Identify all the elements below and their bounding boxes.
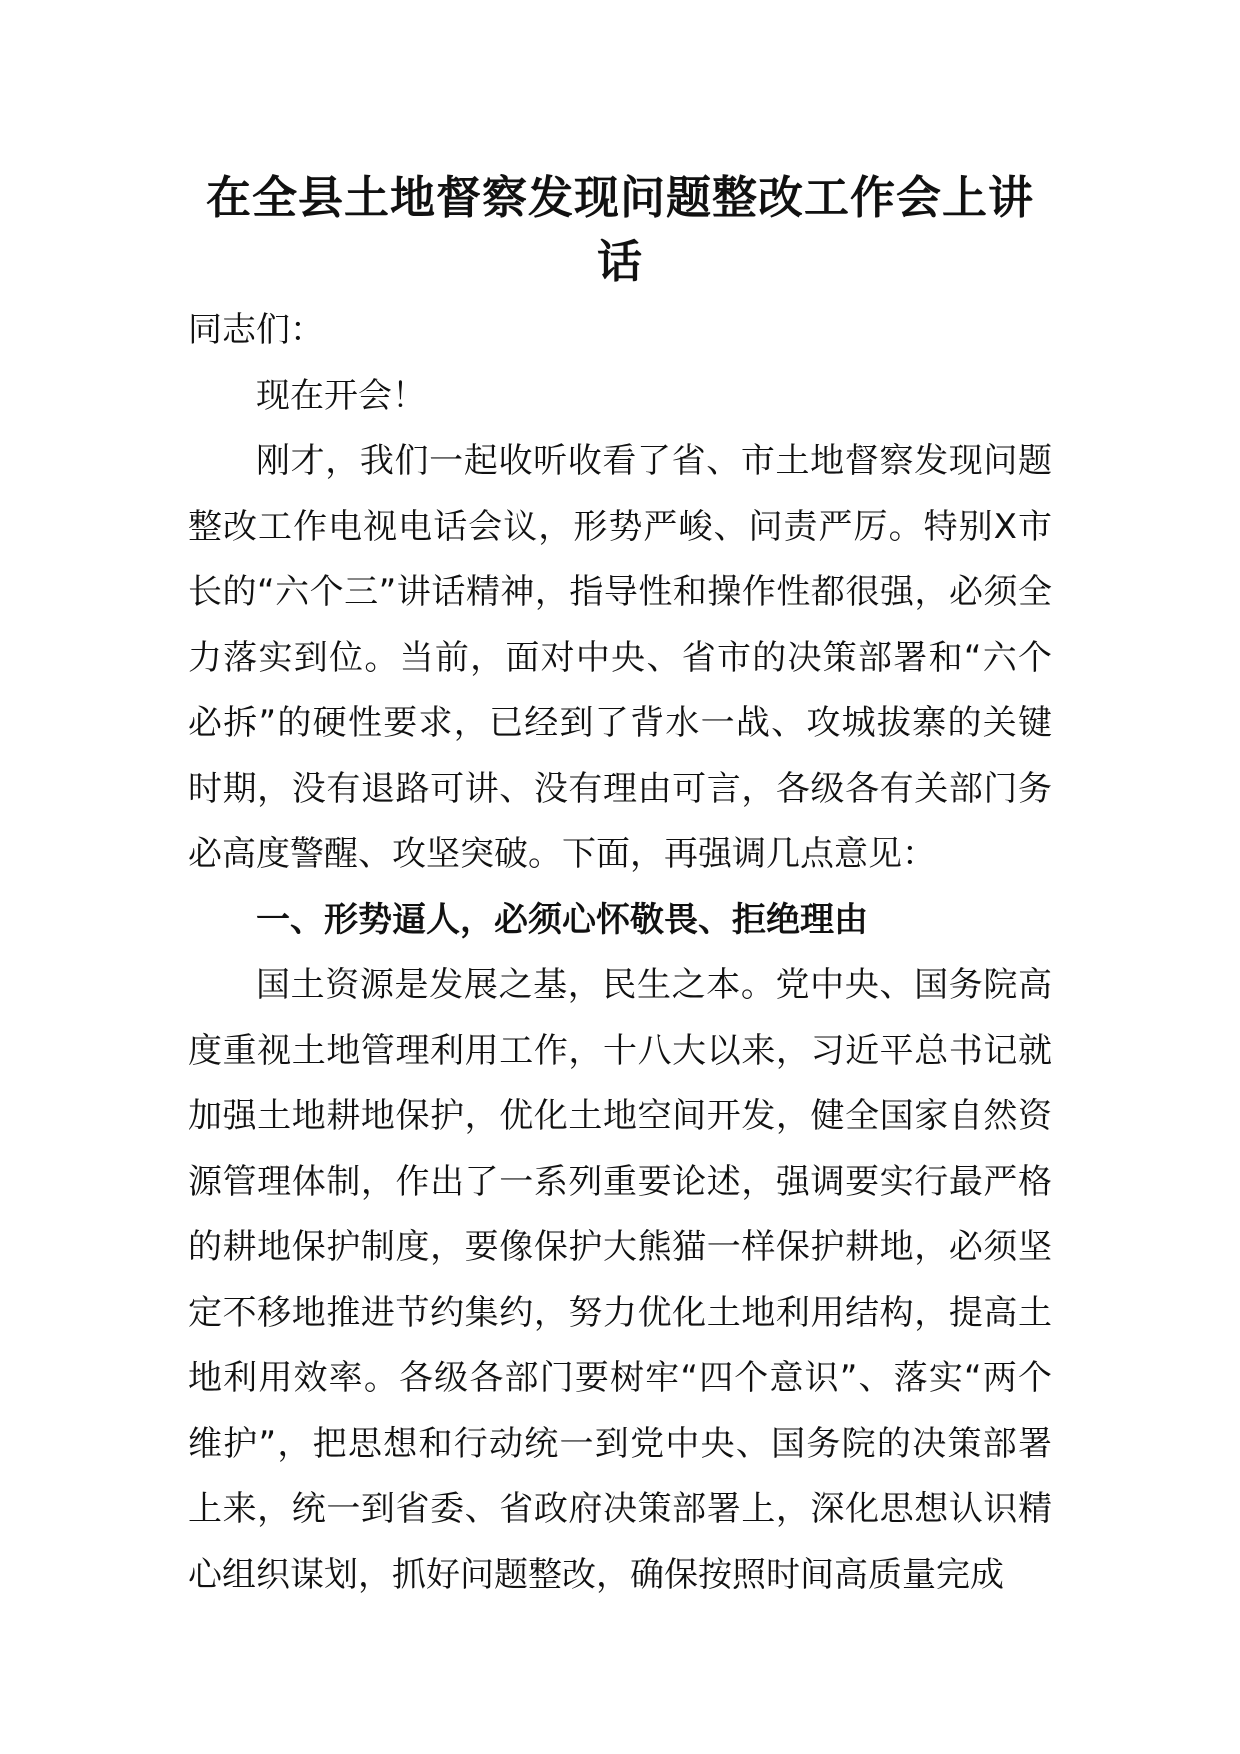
document-body [188, 298, 1052, 1608]
salutation-paragraph: 同志们： [188, 310, 324, 350]
introduction-paragraph: 刚才，我们一起收听收看了省、市土地督察发现问题整改工作电视电话会议，形势严峻、问责严厉。特别X市长的“六个三”讲话精神，指导性和操作性都很强，必须全力落实到位。当前，面对中央、省市的决策部署和“六个必拆”的硬性要求，已经到了背水一战、攻城拔寨的关键时期，没有退路可讲、没有理由可言，各级各有关部门务必高度警醒、攻坚突破。下面，再强调几点意见： [188, 441, 1052, 874]
section-1-paragraph: 国土资源是发展之基，民生之本。党中央、国务院高度重视土地管理利用工作，十八大以来，习近平总书记就加强土地耕地保护，优化土地空间开发，健全国家自然资源管理体制，作出了一系列重要论述，强调要实行最严格的耕地保护制度，要像保护大熊猫一样保护耕地，必须坚定不移地推进节约集约，努力优化土地利用结构，提高土地利用效率。各级各部门要树牢“四个意识”、落实“两个维护”，把思想和行动统一到党中央、国务院的决策部署上来，统一到省委、省政府决策部署上，深化思想认识精心组织谋划，抓好问题整改，确保按照时间高质量完成 [188, 965, 1052, 1595]
section-heading-1: 一、形势逼人，必须心怀敬畏、拒绝理由 [256, 899, 868, 940]
document-title: 在全县土地督察发现问题整改工作会上讲话 [205, 171, 1034, 288]
opening-paragraph: 现在开会！ [256, 375, 426, 416]
